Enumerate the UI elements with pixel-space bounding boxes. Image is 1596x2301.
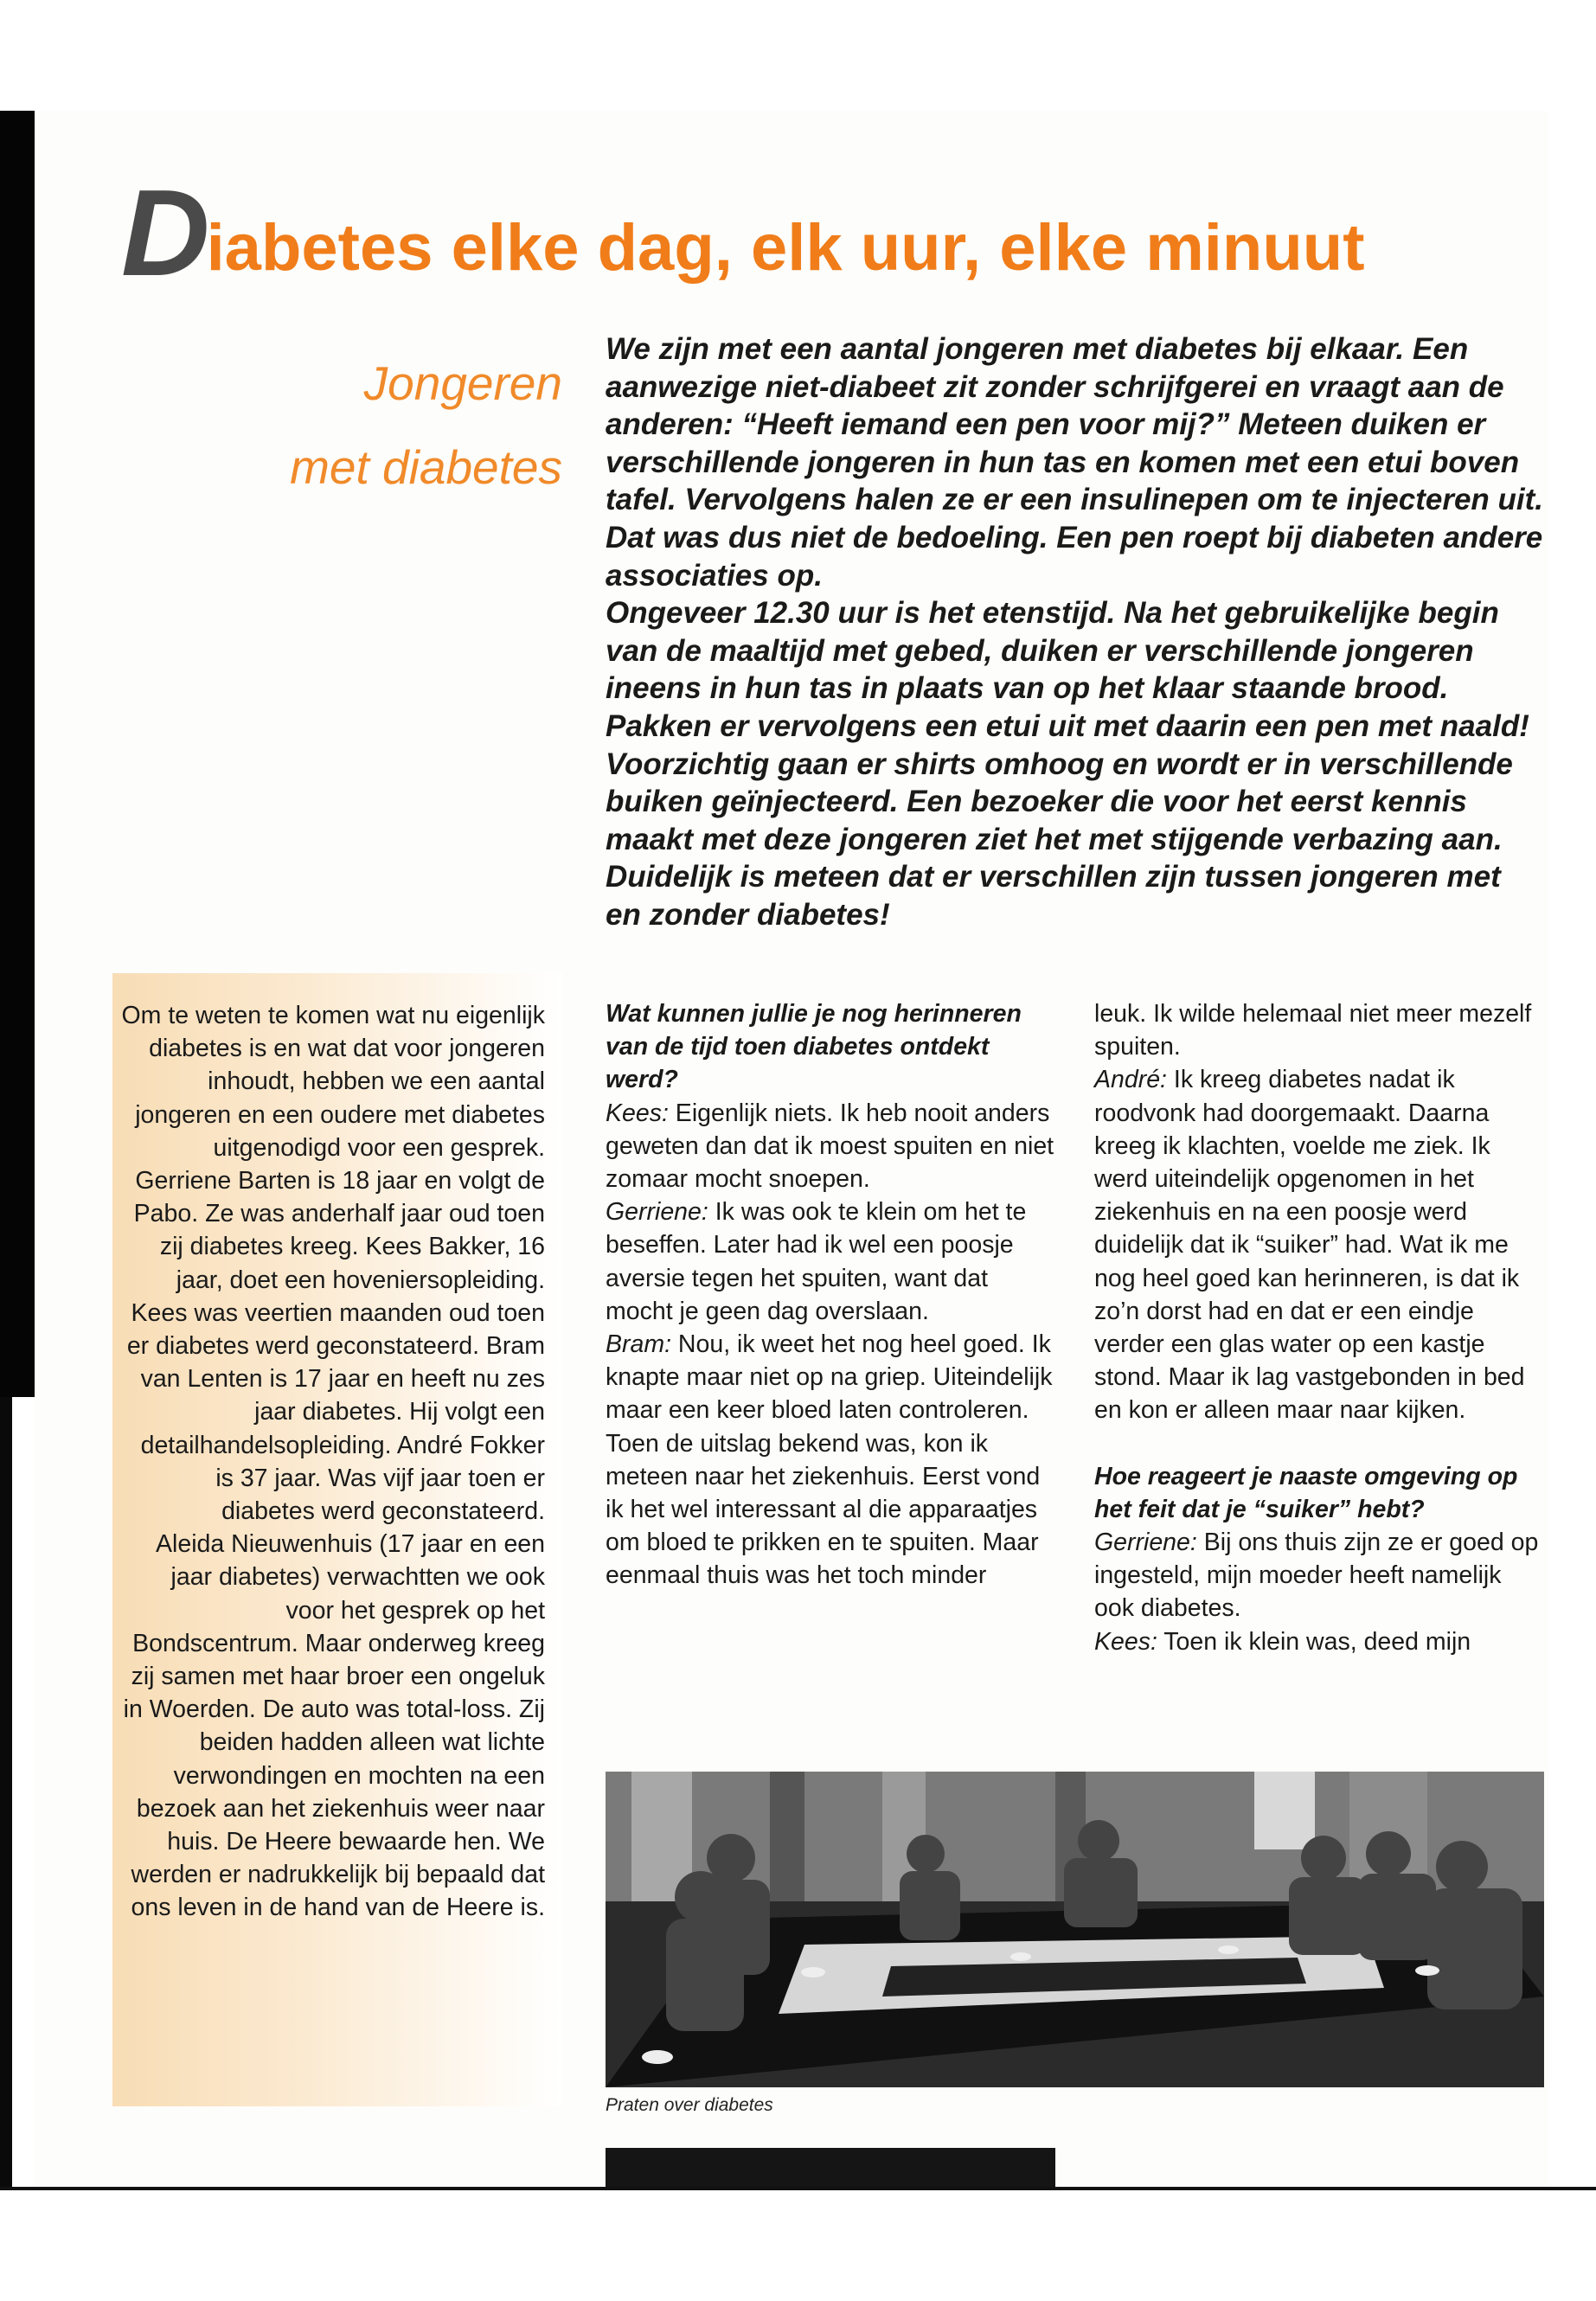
title-initial: D <box>121 164 207 302</box>
scan-border-bottom <box>0 2187 1596 2190</box>
interview-column-1 <box>606 997 1055 1593</box>
speaker-name: Bram: <box>606 1330 672 1359</box>
scan-border-left <box>0 111 35 1397</box>
interview-question: Wat kunnen jullie je nog herinneren van de tijd toen diabetes ontdekt werd? <box>606 1000 1022 1094</box>
sidebar-text <box>121 999 545 1925</box>
answer-text: Nou, ik weet het nog heel goed. Ik knapte maar niet op na griep. Uiteindelijk maar een keer bloed laten controleren. Toen de uitslag bekend was, kon ik meteen naar het ziekenhuis. Eerst vond ik het wel interessant al die apparaatjes om bloed te prikken en te spuiten. Maar eenmaal thuis was het toch minder <box>606 1330 1053 1590</box>
intro-paragraph-2: Ongeveer 12.30 uur is het etenstijd. Na het gebruikelijke begin van de maaltijd met gebed, duiken er verschillende jongeren ineens in hun tas in plaats van op het klaar staande brood. Pakken er vervolgens een etui uit met daarin een pen met naald! Voorzichtig gaan er shirts omhoog en wordt er in verschillende buiken geïnjecteerd. Een bezoeker die voor het eerst kennis maakt met deze jongeren ziet het met stijgende verbazing aan. Duidelijk is meteen dat er verschillen zijn tussen jongeren met en zonder diabetes! <box>606 596 1529 932</box>
interview-question: Hoe reageert je naaste omgeving op het feit dat je “suiker” hebt? <box>1094 1462 1518 1523</box>
answer-text: Bij ons thuis zijn ze er goed op ingesteld, mijn moeder heeft namelijk ook diabetes. <box>1094 1529 1539 1623</box>
subtitle-line-1: Jongeren <box>363 356 562 410</box>
sidebar-paragraph-3: Aleida Nieuwenhuis (17 jaar en een jaar diabetes) verwachtten we ook voor het gesprek op het Bondscentrum. Maar onderweg kreeg zij samen met haar broer een ongeluk in Woerden. De auto was total-loss. Zij beiden hadden alleen wat lichte verwondingen en mochten na een bezoek aan het ziekenhuis weer naar huis. De Heere bewaarde hen. We werden er nadrukkelijk bij bepaald dat ons leven in de hand van de Heere is. <box>123 1530 545 1922</box>
interview-answer <box>606 1195 1055 1328</box>
bottom-dark-strip <box>606 2148 1055 2187</box>
photo-caption: Praten over diabetes <box>606 2095 773 2115</box>
subtitle-line-2: met diabetes <box>290 440 562 494</box>
interview-answer <box>606 1097 1055 1196</box>
interview-answer <box>1094 1063 1544 1426</box>
answer-text: Ik kreeg diabetes nadat ik roodvonk had doorgemaakt. Daarna kreeg ik klachten, voelde me ziek. Ik werd uiteindelijk opgenomen in het ziekenhuis en na een poosje werd duidelijk dat ik “suiker” had. Wat ik me nog heel goed kan herinneren, is dat ik zo’n dorst had en dat er een eindje verder een glas water op een kastje stond. Maar ik lag vastgebonden in bed en kon er alleen maar naar kijken. <box>1094 1066 1525 1425</box>
intro-text <box>606 330 1544 934</box>
answer-continuation: leuk. Ik wilde helemaal niet meer mezelf spuiten. <box>1094 1000 1532 1061</box>
article-title <box>121 164 1522 302</box>
speaker-name: Gerriene: <box>606 1198 708 1227</box>
speaker-name: Gerriene: <box>1094 1529 1197 1557</box>
interview-column-2 <box>1094 997 1544 1658</box>
interview-answer <box>1094 1625 1544 1658</box>
article-subtitle <box>208 342 562 510</box>
paragraph-gap <box>1094 1427 1544 1460</box>
scan-border-left-lower <box>0 1397 12 2189</box>
answer-text: Ik was ook te klein om het te beseffen. Later had ik wel een poosje aversie tegen het spuiten, want dat mocht je geen dag overslaan. <box>606 1198 1027 1325</box>
intro-paragraph-1: We zijn met een aantal jongeren met diabetes bij elkaar. Een aanwezige niet-diabeet zit zonder schrijfgerei en vraagt aan de anderen: “Heeft iemand een pen voor mij?” Meteen duiken er verschillende jongeren in hun tas en komen met een etui boven tafel. Vervolgens halen ze er een insulinepen om te injecteren uit. Dat was dus niet de bedoeling. Een pen roept bij diabeten andere associaties op. <box>606 332 1544 593</box>
answer-text: Eigenlijk niets. Ik heb nooit anders geweten dan dat ik moest spuiten en niet zomaar mocht snoepen. <box>606 1099 1054 1194</box>
title-rest: iabetes elke dag, elk uur, elke minuut <box>206 211 1365 285</box>
meeting-photo <box>606 1772 1544 2087</box>
interview-answer <box>606 1328 1055 1593</box>
sidebar-paragraph-2: Gerriene Barten is 18 jaar en volgt de Pabo. Ze was anderhalf jaar oud toen zij diabetes kreeg. Kees Bakker, 16 jaar, doet een hoveniersopleiding. Kees was veertien maanden oud toen er diabetes werd geconstateerd. Bram van Lenten is 17 jaar en heeft nu zes jaar diabetes. Hij volgt een detailhandelsopleiding. André Fokker is 37 jaar. Was vijf jaar toen er diabetes werd geconstateerd. <box>126 1167 545 1526</box>
speaker-name: Kees: <box>606 1099 669 1127</box>
answer-text: Toen ik klein was, deed mijn <box>1157 1627 1471 1656</box>
meeting-photo-illustration <box>606 1772 1544 2087</box>
interview-answer <box>1094 1526 1544 1625</box>
sidebar-paragraph-1: Om te weten te komen wat nu eigenlijk diabetes is en wat dat voor jongeren inhoudt, hebben we een aantal jongeren en een oudere met diabetes uitgenodigd voor een gesprek. <box>121 1002 545 1162</box>
speaker-name: Kees: <box>1094 1627 1157 1656</box>
speaker-name: André: <box>1094 1066 1167 1094</box>
